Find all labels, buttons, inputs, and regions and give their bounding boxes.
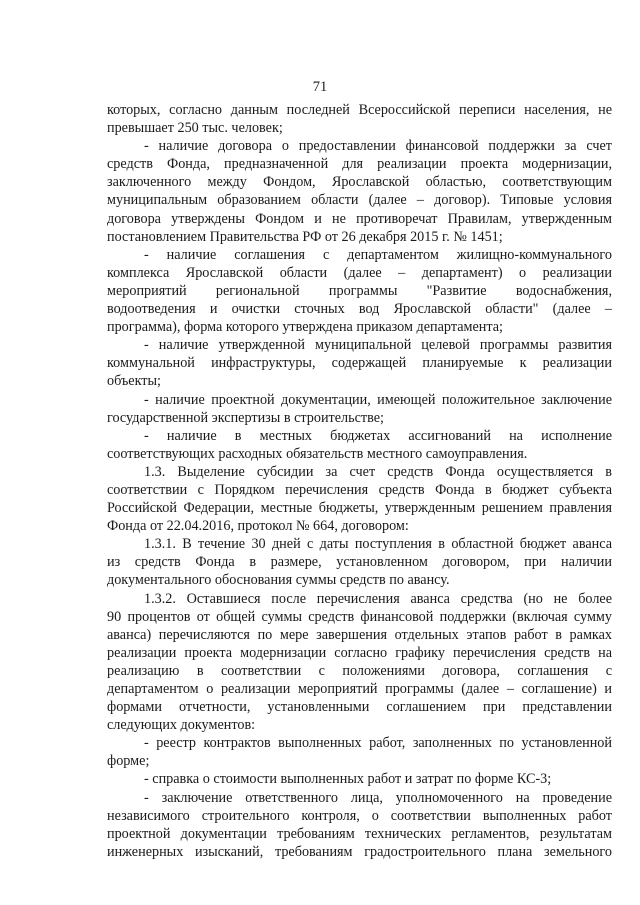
text-line: превышает 250 тыс. человек;	[107, 120, 283, 137]
text-line: договора утверждены Фондом и не противоречат Правилам, утвержденным	[107, 210, 612, 227]
text-line: 1.3. Выделение субсидии за счет средств Фонда осуществляется в	[144, 463, 612, 480]
text-line: муниципальным образованием области (далее – договор). Типовые условия	[107, 192, 612, 209]
document-body	[107, 101, 612, 861]
text-line: реализацию в соответствии с положениями договора, соглашения с	[107, 662, 612, 679]
text-line: заключенного между Фондом, Ярославской областью, соответствующим	[107, 174, 612, 191]
text-line: соответствующих расходных обязательств местного самоуправления.	[107, 445, 528, 462]
text-line: - наличие утвержденной муниципальной целевой программы развития	[144, 337, 612, 354]
text-line: программа), форма которого утверждена приказом департамента;	[107, 319, 503, 336]
text-line: средств Фонда, предназначенной для реализации проекта модернизации,	[107, 156, 612, 173]
text-line: объекты;	[107, 373, 161, 390]
text-line: инженерных изысканий, требованиям градостроительного плана земельного	[107, 843, 612, 860]
text-line: постановлением Правительства РФ от 26 декабря 2015 г. № 1451;	[107, 228, 503, 245]
text-line: коммунальной инфраструктуры, содержащей планируемые к реализации	[107, 355, 612, 372]
text-line: проектной документации требованиям технических регламентов, результатам	[107, 825, 612, 842]
text-line: документального обоснования суммы средств по авансу.	[107, 572, 450, 589]
text-line: Российской Федерации, местные бюджеты, утвержденным решением правления	[107, 500, 612, 517]
text-line: водоотведения и очистки сточных вод Ярославской области" (далее –	[107, 301, 612, 318]
text-line: - реестр контрактов выполненных работ, заполненных по установленной	[144, 735, 612, 752]
text-line: мероприятий региональной программы "Развитие водоснабжения,	[107, 282, 612, 299]
page-number: 71	[312, 79, 328, 95]
text-line: соответствии с Порядком перечисления средств Фонда в бюджет субъекта	[107, 481, 612, 498]
text-line: департаментом о реализации мероприятий программы (далее – соглашение) и	[107, 681, 612, 697]
text-line: формами отчетности, установленными соглашением при представлении	[107, 699, 612, 716]
text-line: форме;	[107, 753, 150, 770]
text-line: - справка о стоимости выполненных работ и затрат по форме КС-3;	[144, 771, 552, 788]
text-line: следующих документов:	[107, 717, 256, 734]
text-line: комплекса Ярославской области (далее – департамент) о реализации	[107, 264, 612, 281]
text-line: Фонда от 22.04.2016, протокол № 664, договором:	[107, 518, 409, 535]
text-line: 1.3.2. Оставшиеся после перечисления аванса средства (но не более	[144, 590, 612, 607]
text-line: аванса) перечисляются по мере завершения отдельных этапов работ в рамках	[107, 626, 612, 643]
text-line: из средств Фонда в размере, установленном договором, при наличии	[107, 554, 612, 571]
text-line: - наличие в местных бюджетах ассигнований на исполнение	[144, 427, 612, 444]
text-line: реализации проекта модернизации согласно графику перечисления средств на	[107, 644, 612, 661]
text-line: независимого строительного контроля, о соответствии выполненных работ	[107, 807, 612, 824]
text-line: 90 процентов от общей суммы средств финансовой поддержки (включая сумму	[107, 608, 612, 625]
text-line: - наличие договора о предоставлении финансовой поддержки за счет	[144, 138, 612, 155]
text-line: которых, согласно данным последней Всероссийской переписи населения, не	[107, 102, 612, 118]
text-line: 1.3.1. В течение 30 дней с даты поступления в областной бюджет аванса	[144, 536, 612, 553]
text-line: - наличие соглашения с департаментом жилищно-коммунального	[144, 246, 612, 263]
text-line: - наличие проектной документации, имеющей положительное заключение	[144, 391, 612, 408]
text-line: государственной экспертизы в строительстве;	[107, 409, 384, 426]
text-line: - заключение ответственного лица, уполномоченного на проведение	[144, 789, 612, 806]
